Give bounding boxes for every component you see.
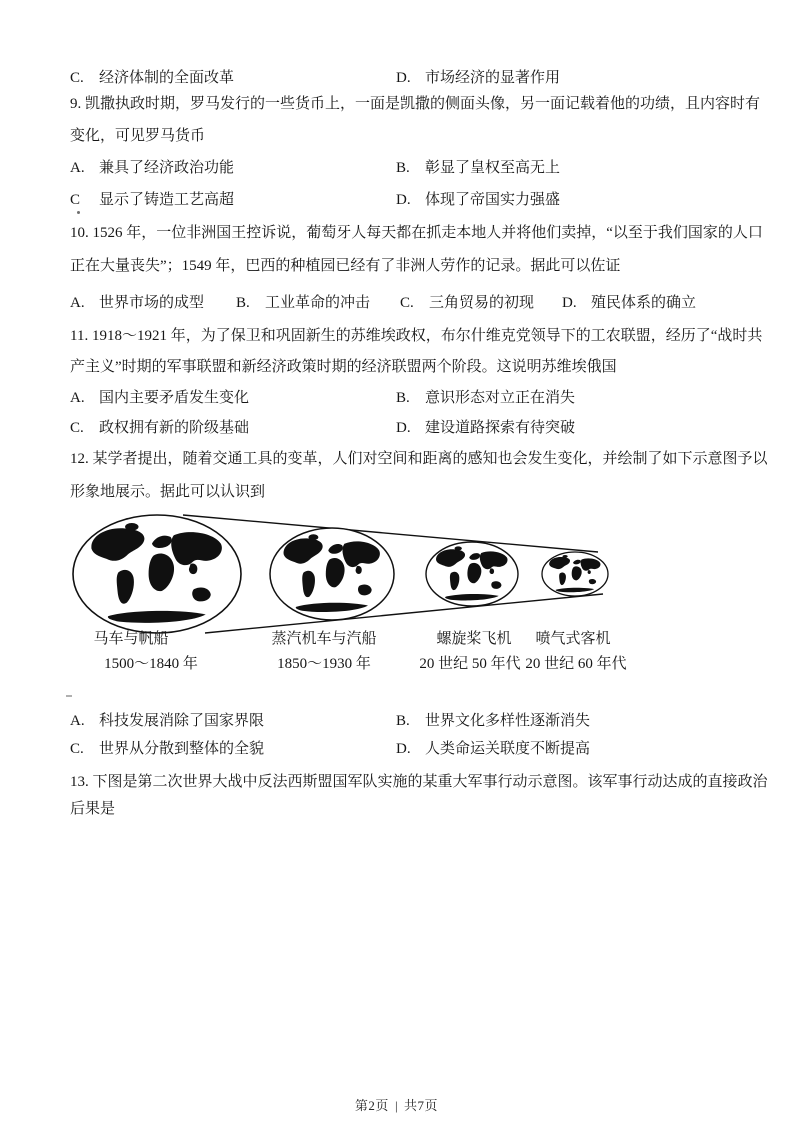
- option-b-label: B.: [396, 713, 410, 729]
- option-c: [70, 739, 264, 759]
- option-b-label: B.: [236, 295, 250, 311]
- option-d: [562, 293, 696, 313]
- option-a-label: A.: [70, 713, 85, 729]
- option-b-text: 世界文化多样性逐渐消失: [425, 713, 591, 729]
- option-c: [400, 293, 534, 313]
- option-a-text: 科技发展消除了国家界限: [99, 713, 265, 729]
- option-b: [396, 711, 590, 731]
- question-13-stem-line-2: 后果是: [70, 801, 116, 817]
- question-9-stem-line-1: 9. 凯撒执政时期，罗马发行的一些货币上，一面是凯撒的侧面头像，另一面记载着他的功绩，且内容时有: [70, 96, 761, 112]
- page-footer: [0, 1095, 793, 1114]
- option-c-text: 政权拥有新的阶级基础: [99, 420, 250, 436]
- option-d: [396, 68, 560, 88]
- option-a-text: 世界市场的成型: [99, 295, 205, 311]
- stage-2-name: 蒸汽机车与汽船: [271, 631, 377, 647]
- option-c: [70, 418, 249, 438]
- question-12-stem-line-2: 形象地展示。据此可以认识到: [70, 484, 266, 500]
- option-c-text: 经济体制的全面改革: [99, 70, 235, 86]
- scan-artifact-dot: [77, 211, 80, 214]
- stage-3-period: 20 世纪 50 年代: [419, 656, 521, 672]
- option-c-text: 显示了铸造工艺高超: [99, 192, 235, 208]
- globe-4: [542, 552, 608, 596]
- stage-3-name: 螺旋桨飞机: [436, 631, 512, 647]
- option-d-text: 殖民体系的确立: [591, 295, 697, 311]
- question-11-options-row-ab: [0, 388, 793, 408]
- option-b: [396, 158, 560, 178]
- option-c-label: C: [70, 192, 81, 208]
- stage-2-period: 1850～1930 年: [277, 656, 371, 672]
- option-a-text: 兼具了经济政治功能: [99, 160, 235, 176]
- option-c-label: C.: [70, 70, 84, 86]
- globe-1: [73, 515, 241, 633]
- footer-total-pages: 共7页: [404, 1098, 439, 1113]
- option-c-text: 世界从分散到整体的全貌: [99, 741, 265, 757]
- question-9-options-row-cd: [0, 190, 793, 210]
- question-12-options-row-ab: [0, 711, 793, 731]
- stage-4-period: 20 世纪 60 年代: [525, 656, 627, 672]
- option-a: [70, 293, 204, 313]
- question-9-stem-line-2: 变化，可见罗马货币: [70, 128, 206, 144]
- question-11-stem-line-1: 11. 1918～1921 年，为了保卫和巩固新生的苏维埃政权，布尔什维克党领导下的工农联盟，经历了“战时共: [70, 328, 763, 344]
- scan-artifact-dash: [66, 695, 72, 697]
- question-9-options-row-ab: [0, 158, 793, 178]
- option-d-label: D.: [396, 741, 411, 757]
- option-d: [396, 739, 590, 759]
- option-a-label: A.: [70, 160, 85, 176]
- question-11-options-row-cd: [0, 418, 793, 438]
- option-c: [70, 68, 234, 88]
- option-a: [70, 388, 249, 408]
- option-d: [396, 418, 575, 438]
- footer-page-number: 第2页: [354, 1098, 389, 1113]
- option-b-text: 意识形态对立正在消失: [425, 390, 576, 406]
- option-d-text: 人类命运关联度不断提高: [425, 741, 591, 757]
- question-10-stem-line-2: 正在大量丧失”；1549 年，巴西的种植园已经有了非洲人劳作的记录。据此可以佐证: [70, 258, 621, 274]
- option-d-label: D.: [396, 70, 411, 86]
- option-b: [396, 388, 575, 408]
- option-c-text: 三角贸易的初现: [429, 295, 535, 311]
- option-d-label: D.: [396, 192, 411, 208]
- option-b-label: B.: [396, 390, 410, 406]
- option-a: [70, 158, 234, 178]
- question-10-stem-line-1: 10. 1526 年，一位非洲国王控诉说，葡萄牙人每天都在抓走本地人并将他们卖掉，“以至于我们国家的人口: [70, 225, 763, 241]
- option-b-text: 工业革命的冲击: [265, 295, 371, 311]
- globe-2: [270, 528, 394, 620]
- option-d-label: D.: [562, 295, 577, 311]
- question-13-stem-line-1: 13. 下图是第二次世界大战中反法西斯盟国军队实施的某重大军事行动示意图。该军事行动达成的直接政治: [70, 774, 768, 790]
- option-d: [396, 190, 560, 210]
- globe-3: [426, 542, 518, 606]
- option-c-label: C.: [70, 420, 84, 436]
- stage-1-name: 马车与帆船: [93, 631, 169, 647]
- question-8-options-row-cd: [0, 68, 793, 88]
- option-c-label: C.: [400, 295, 414, 311]
- option-a-text: 国内主要矛盾发生变化: [99, 390, 250, 406]
- question-12-options-row-cd: [0, 739, 793, 759]
- option-d-label: D.: [396, 420, 411, 436]
- stage-4-name: 喷气式客机: [535, 631, 611, 647]
- funnel-top-line: [183, 515, 598, 552]
- option-c: [70, 190, 234, 210]
- option-d-text: 市场经济的显著作用: [425, 70, 561, 86]
- option-c-label: C.: [70, 741, 84, 757]
- stage-1-period: 1500～1840 年: [104, 656, 198, 672]
- shrinking-world-diagram: [58, 504, 658, 642]
- option-b-text: 彰显了皇权至高无上: [425, 160, 561, 176]
- option-b-label: B.: [396, 160, 410, 176]
- option-a-label: A.: [70, 390, 85, 406]
- question-12-stem-line-1: 12. 某学者提出，随着交通工具的变革，人们对空间和距离的感知也会发生变化，并绘制了如下示意图予以: [70, 451, 768, 467]
- option-b: [236, 293, 370, 313]
- option-d-text: 建设道路探索有待突破: [425, 420, 576, 436]
- option-a: [70, 711, 264, 731]
- question-11-stem-line-2: 产主义”时期的军事联盟和新经济政策时期的经济联盟两个阶段。这说明苏维埃俄国: [70, 359, 617, 375]
- footer-divider: |: [394, 1098, 399, 1113]
- option-d-text: 体现了帝国实力强盛: [425, 192, 561, 208]
- option-a-label: A.: [70, 295, 85, 311]
- question-10-options-row: [0, 293, 793, 313]
